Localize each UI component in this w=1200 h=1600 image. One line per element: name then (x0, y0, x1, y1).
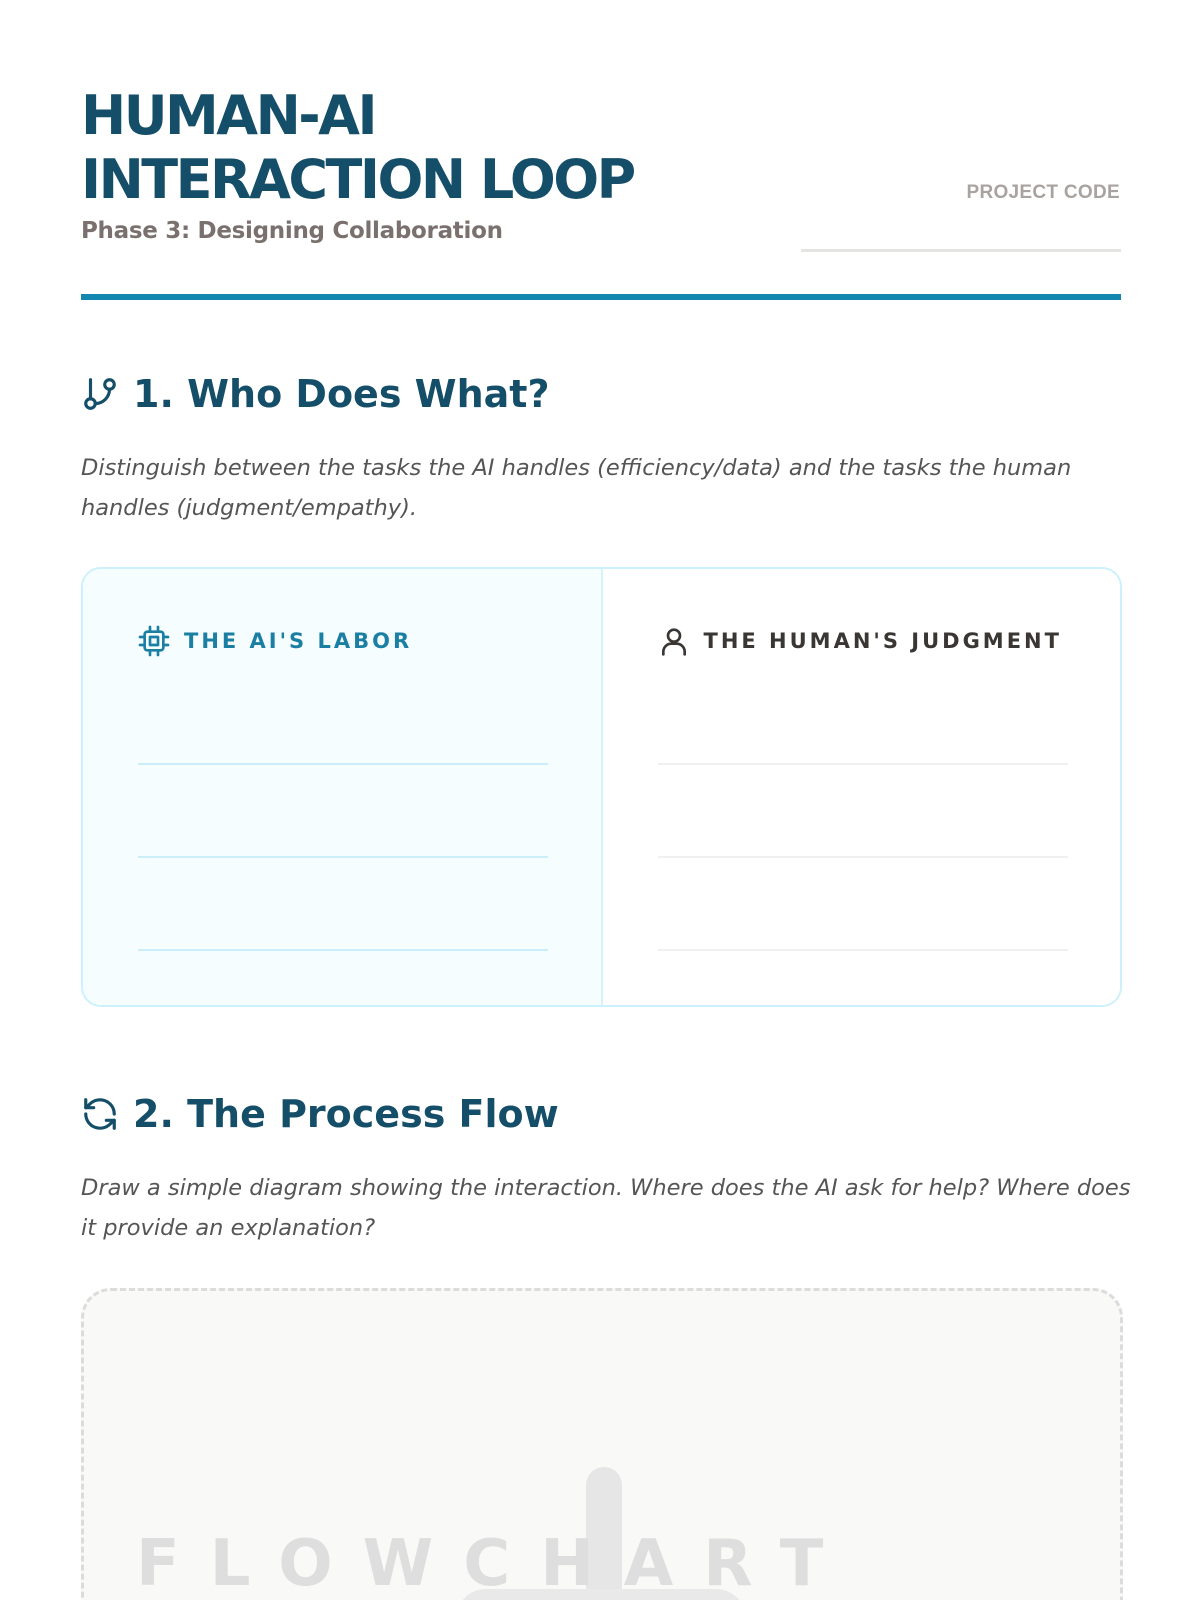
page-title (81, 84, 634, 212)
header-divider (81, 294, 1121, 300)
human-judgment-heading (658, 625, 1062, 657)
project-code-label: PROJECT CODE (966, 182, 1120, 203)
human-write-line-1[interactable] (658, 763, 1068, 765)
section-2-description: Draw a simple diagram showing the interaction. Where does the AI ask for help? Where does it provide an explanation? (81, 1175, 1131, 1241)
project-code-field[interactable] (801, 249, 1121, 252)
flowchart-watermark: FLOWCHART (136, 1527, 854, 1600)
ai-labor-title: THE AI'S LABOR (184, 629, 413, 653)
title-line-1: HUMAN-AI (81, 84, 376, 147)
ai-labor-column (83, 569, 603, 1005)
ai-write-line-1[interactable] (138, 763, 548, 765)
section-2-heading (81, 1092, 559, 1136)
git-branch-icon (81, 375, 119, 413)
user-icon (658, 625, 690, 657)
section-1-description: Distinguish between the tasks the AI handles (efficiency/data) and the tasks the human handles (judgment/empathy). (81, 455, 1072, 521)
section-1-heading (81, 372, 550, 416)
section-2-title: 2. The Process Flow (133, 1092, 559, 1136)
flowchart-drawing-area[interactable] (81, 1288, 1123, 1600)
section-1-title: 1. Who Does What? (133, 372, 550, 416)
ai-write-line-2[interactable] (138, 856, 548, 858)
ai-write-line-3[interactable] (138, 949, 548, 951)
human-write-line-2[interactable] (658, 856, 1068, 858)
refresh-cycle-icon (81, 1095, 119, 1133)
human-write-line-3[interactable] (658, 949, 1068, 951)
title-line-2: INTERACTION LOOP (81, 148, 634, 211)
cpu-chip-icon (138, 625, 170, 657)
human-judgment-title: THE HUMAN'S JUDGMENT (703, 629, 1062, 653)
who-does-what-table (81, 567, 1122, 1007)
ai-labor-heading (138, 625, 412, 657)
page-subtitle: Phase 3: Designing Collaboration (81, 218, 503, 244)
human-judgment-column (603, 569, 1121, 1005)
